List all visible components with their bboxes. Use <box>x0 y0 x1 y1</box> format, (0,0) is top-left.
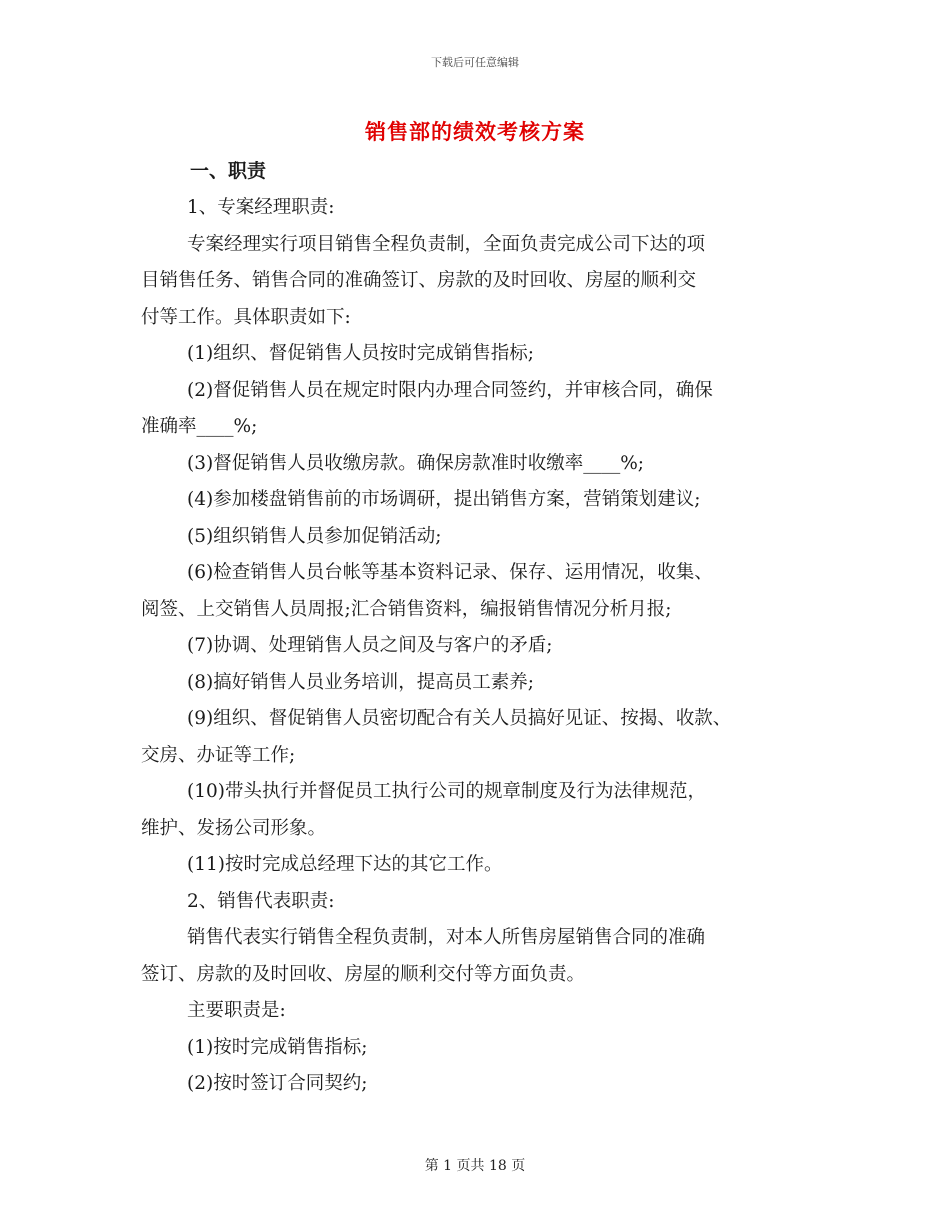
text-line: (7)协调、处理销售人员之间及与客户的矛盾; <box>187 635 553 656</box>
text-line: (1)组织、督促销售人员按时完成销售指标; <box>187 343 534 364</box>
text-line: (4)参加楼盘销售前的市场调研，提出销售方案，营销策划建议; <box>187 489 701 510</box>
text-line: (2)按时签订合同契约; <box>187 1073 368 1094</box>
text-line: 目销售任务、销售合同的准确签订、房款的及时回收、房屋的顺利交 <box>141 270 697 291</box>
text-line: 1、专案经理职责: <box>187 197 335 218</box>
section-heading: 一、职责 <box>190 160 267 182</box>
text-line: 主要职责是: <box>187 1000 286 1021</box>
text-line: 2、销售代表职责: <box>187 890 335 912</box>
text-line: 销售代表实行销售全程负责制，对本人所售房屋销售合同的准确 <box>187 927 706 948</box>
text-line: 付等工作。具体职责如下: <box>141 306 351 328</box>
text-line: 专案经理实行项目销售全程负责制，全面负责完成公司下达的项 <box>187 233 706 255</box>
text-line: (9)组织、督促销售人员密切配合有关人员搞好见证、按揭、收款、 <box>187 708 732 729</box>
text-line: 阅签、上交销售人员周报;汇合销售资料，编报销售情况分析月报; <box>141 598 672 620</box>
text-line: (8)搞好销售人员业务培训，提高员工素养; <box>187 671 534 693</box>
text-line: 签订、房款的及时回收、房屋的顺利交付等方面负责。 <box>141 963 586 985</box>
text-line: 交房、办证等工作; <box>141 744 296 766</box>
text-line: (6)检查销售人员台帐等基本资料记录、保存、运用情况，收集、 <box>187 562 713 583</box>
text-line: (11)按时完成总经理下达的其它工作。 <box>187 854 503 875</box>
text-line: (10)带头执行并督促员工执行公司的规章制度及行为法律规范， <box>187 781 706 802</box>
text-line: (1)按时完成销售指标; <box>187 1036 368 1058</box>
document-title: 销售部的绩效考核方案 <box>365 119 585 144</box>
document-body <box>141 190 831 1103</box>
text-line: 维护、发扬公司形象。 <box>141 817 327 839</box>
page-footer: 第 1 页共 18 页 <box>424 1158 526 1174</box>
text-line: (3)督促销售人员收缴房款。确保房款准时收缴率____%; <box>187 452 645 474</box>
text-line: (2)督促销售人员在规定时限内办理合同签约，并审核合同，确保 <box>187 379 713 401</box>
text-line: (5)组织销售人员参加促销活动; <box>187 525 442 547</box>
text-line: 准确率____%; <box>141 416 258 437</box>
page-header-note: 下载后可任意编辑 <box>431 56 519 69</box>
